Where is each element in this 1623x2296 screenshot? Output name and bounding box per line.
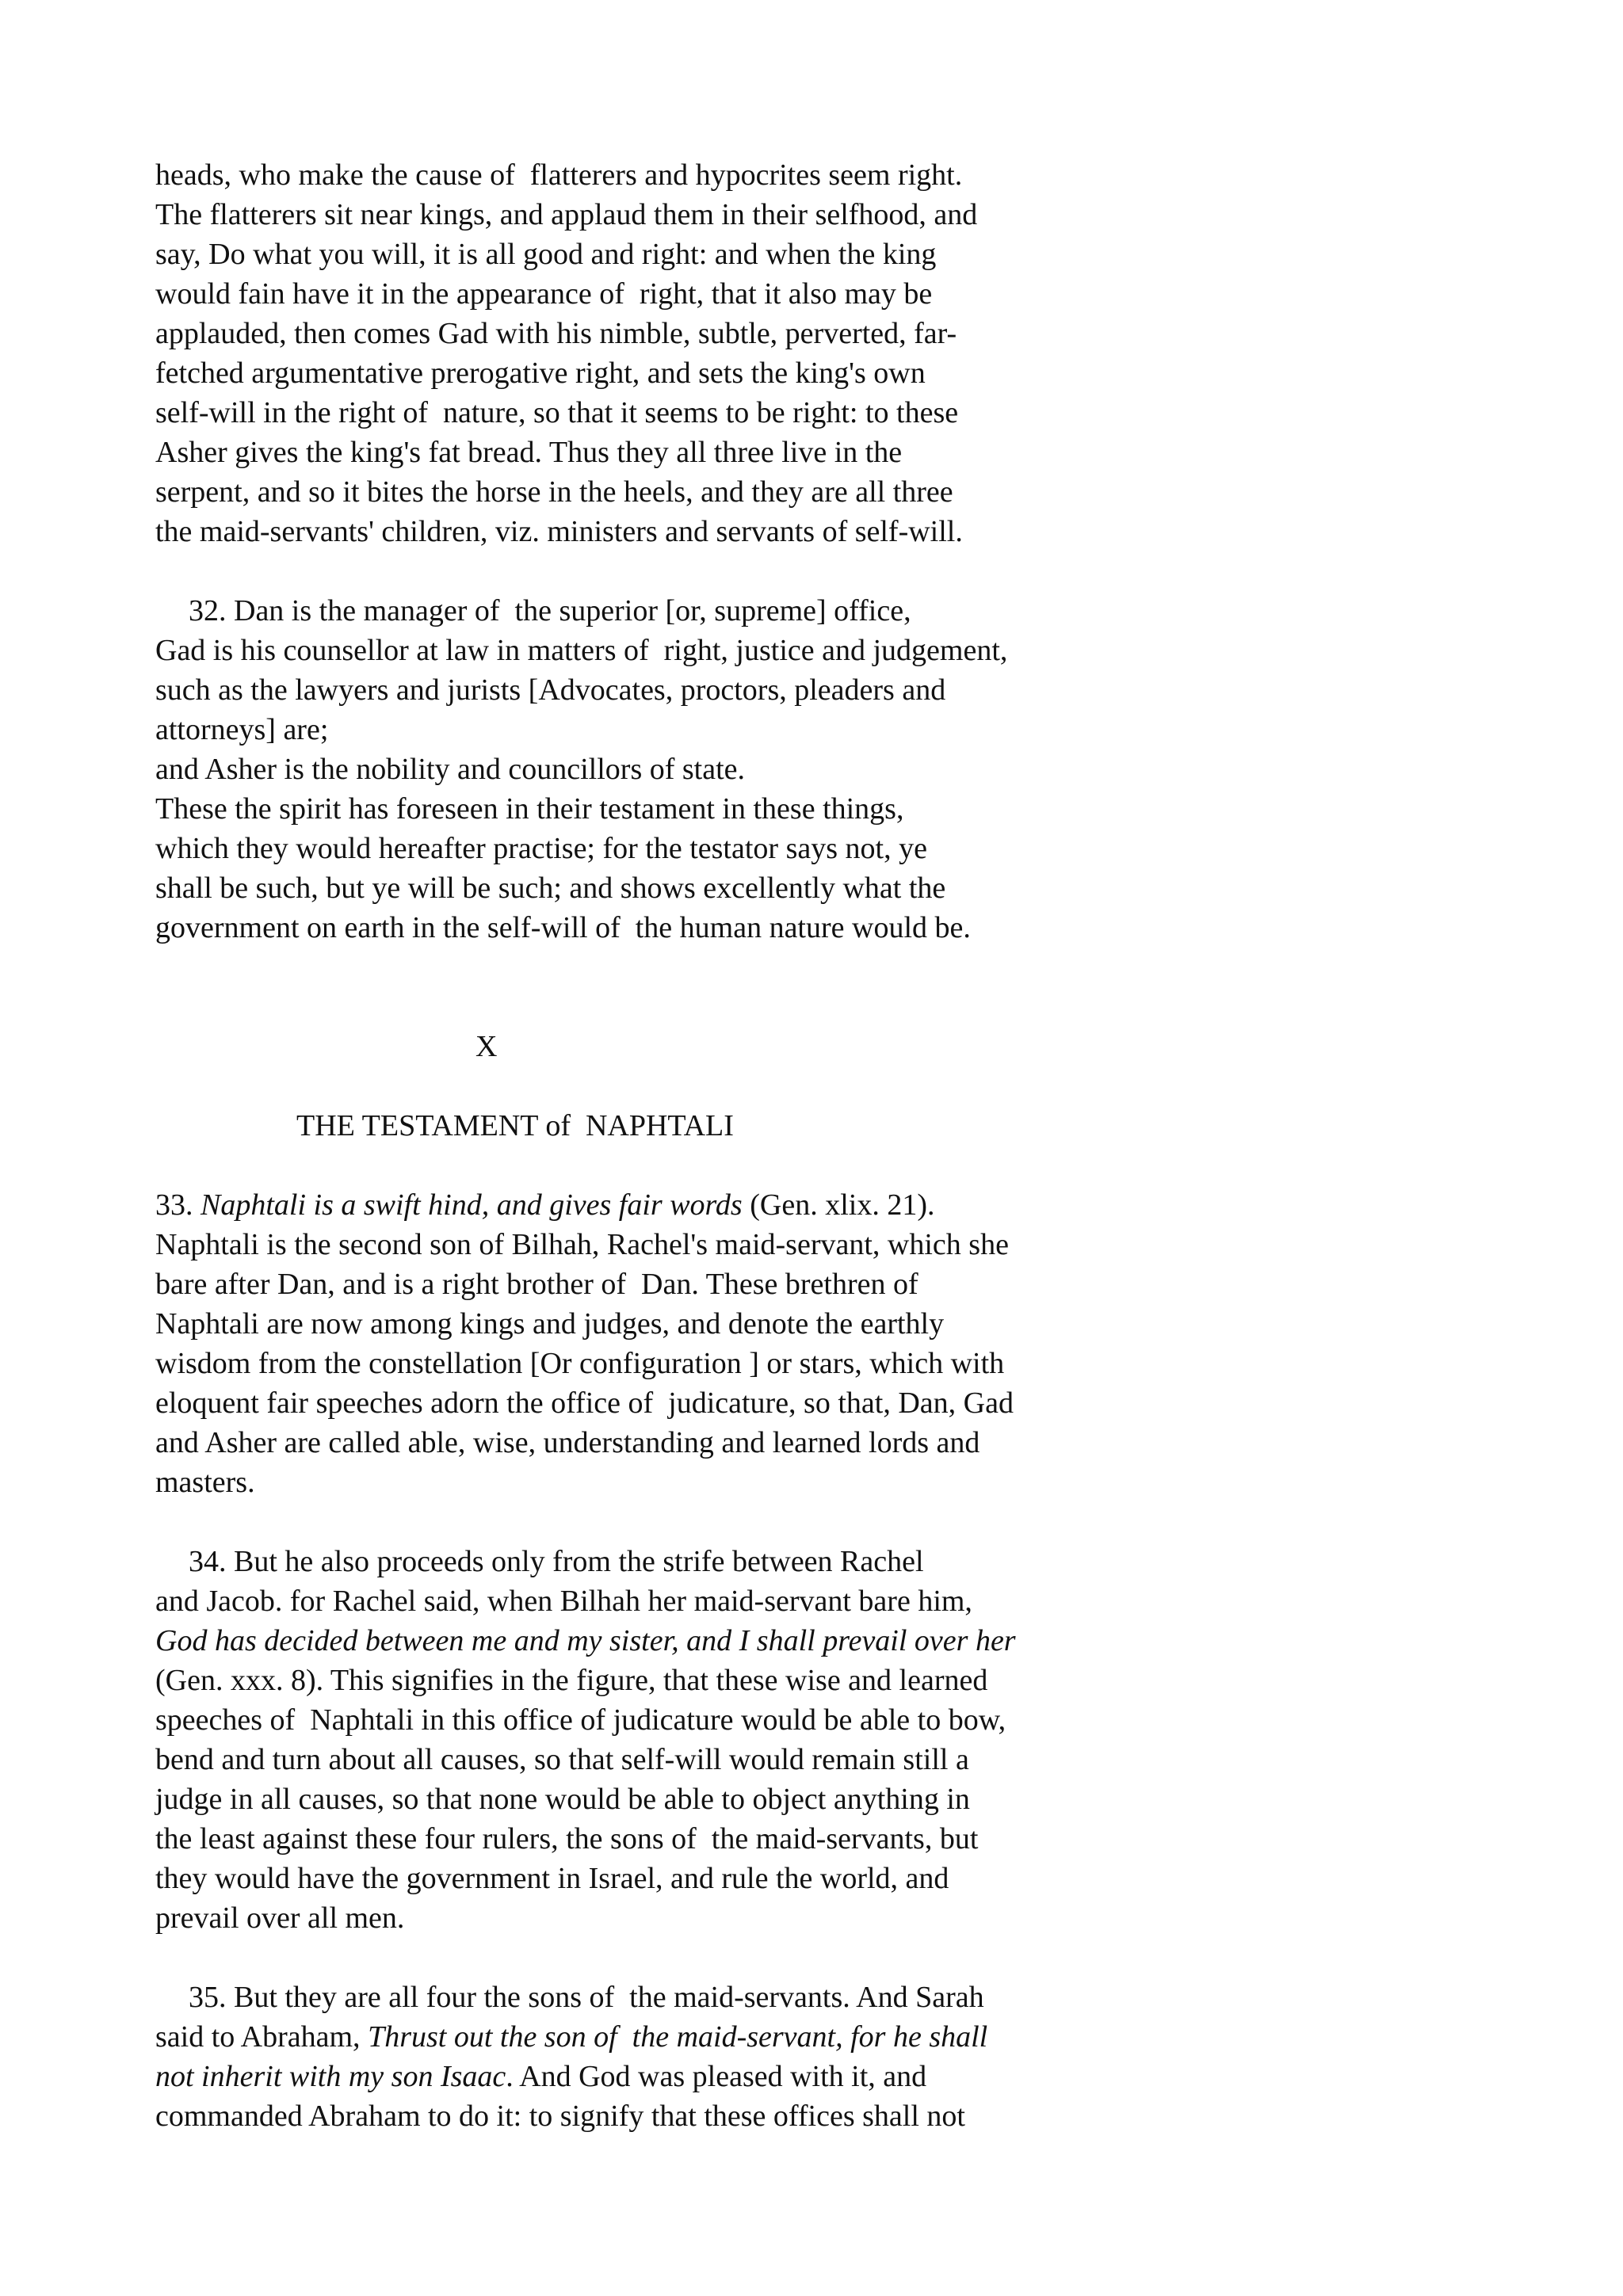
text-line <box>155 1621 1503 1661</box>
chapter-numeral: X <box>475 1030 498 1063</box>
text-line: and Asher is the nobility and councillors of state. <box>155 753 746 786</box>
text-line: applauded, then comes Gad with his nimble, subtle, perverted, far- <box>155 317 957 350</box>
text-line: the maid-servants' children, viz. ministers and servants of self-will. <box>155 515 963 548</box>
document-page <box>155 155 1503 2136</box>
text-line: The flatterers sit near kings, and applaud them in their selfhood, and <box>155 198 978 231</box>
verse-number: 33. <box>155 1188 200 1222</box>
text-line: heads, who make the cause of flatterers and hypocrites seem right. <box>155 158 963 192</box>
scripture-quote: Thrust out the son of the maid-servant, for he shall <box>368 2020 988 2054</box>
text-line: 34. But he also proceeds only from the strife between Rachel <box>189 1545 924 1578</box>
text-line: Naphtali is the second son of Bilhah, Rachel's maid-servant, which she <box>155 1228 1009 1261</box>
text-line: These the spirit has foreseen in their testament in these things, <box>155 792 904 826</box>
text-line: wisdom from the constellation [Or configuration ] or stars, which with <box>155 1347 1005 1380</box>
text-line: Gad is his counsellor at law in matters of right, justice and judgement, <box>155 634 1008 667</box>
text-line: Asher gives the king's fat bread. Thus they all three live in the <box>155 436 903 469</box>
text-line: eloquent fair speeches adorn the office of judicature, so that, Dan, Gad <box>155 1386 1014 1420</box>
text-line: they would have the government in Israel, and rule the world, and <box>155 1862 949 1895</box>
chapter-title: THE TESTAMENT of NAPHTALI <box>296 1109 734 1142</box>
scripture-quote: Naphtali is a swift hind, and gives fair words <box>200 1188 743 1222</box>
paragraph-33 <box>155 1185 1503 1502</box>
text-line: the least against these four rulers, the sons of the maid-servants, but <box>155 1822 979 1855</box>
text-line: say, Do what you will, it is all good and right: and when the king <box>155 238 937 271</box>
text-line: bend and turn about all causes, so that self-will would remain still a <box>155 1743 969 1776</box>
paragraph-34 <box>155 1542 1503 1938</box>
text-span: said to Abraham, <box>155 2020 369 2054</box>
text-line: commanded Abraham to do it: to signify that these offices shall not <box>155 2100 965 2133</box>
paragraph-32 <box>155 591 1503 948</box>
text-line: and Asher are called able, wise, understanding and learned lords and <box>155 1426 980 1459</box>
text-line: such as the lawyers and jurists [Advocates, proctors, pleaders and <box>155 673 946 707</box>
text-line: attorneys] are; <box>155 713 329 746</box>
text-line: shall be such, but ye will be such; and shows excellently what the <box>155 871 946 905</box>
text-line: masters. <box>155 1466 255 1499</box>
text-line <box>155 2057 1503 2096</box>
text-line: serpent, and so it bites the horse in the heels, and they are all three <box>155 475 953 509</box>
text-line <box>155 2017 1503 2057</box>
text-line: self-will in the right of nature, so that it seems to be right: to these <box>155 396 959 429</box>
text-line: and Jacob. for Rachel said, when Bilhah her maid-servant bare him, <box>155 1585 972 1618</box>
text-line: speeches of Naphtali in this office of judicature would be able to bow, <box>155 1703 1006 1737</box>
paragraph-35 <box>155 1978 1503 2136</box>
paragraph-continuation <box>155 155 1503 551</box>
text-line: would fain have it in the appearance of right, that it also may be <box>155 277 933 311</box>
text-line: government on earth in the self-will of the human nature would be. <box>155 911 971 944</box>
text-span: . And God was pleased with it, and <box>506 2060 927 2093</box>
text-line: bare after Dan, and is a right brother of Dan. These brethren of <box>155 1268 918 1301</box>
citation: (Gen. xlix. 21). <box>742 1188 935 1222</box>
text-line <box>155 1185 1503 1225</box>
scripture-quote: not inherit with my son Isaac <box>155 2060 506 2093</box>
text-line: Naphtali are now among kings and judges, and denote the earthly <box>155 1307 945 1341</box>
scripture-quote: God has decided between me and my sister, and I shall prevail over her <box>155 1624 1016 1657</box>
text-line: judge in all causes, so that none would be able to object anything in <box>155 1783 970 1816</box>
text-line: 35. But they are all four the sons of the maid-servants. And Sarah <box>189 1981 984 2014</box>
text-line: 32. Dan is the manager of the superior [or, supreme] office, <box>189 594 911 627</box>
text-line: which they would hereafter practise; for the testator says not, ye <box>155 832 927 865</box>
text-line: (Gen. xxx. 8). This signifies in the figure, that these wise and learned <box>155 1664 988 1697</box>
text-line: prevail over all men. <box>155 1901 405 1935</box>
text-line: fetched argumentative prerogative right, and sets the king's own <box>155 357 926 390</box>
